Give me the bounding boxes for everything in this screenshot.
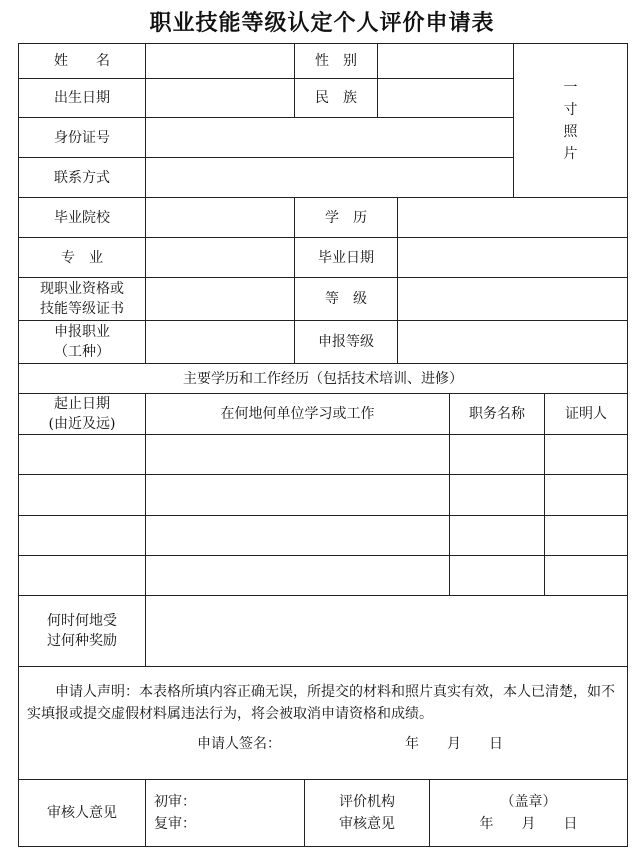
education-field[interactable]: [397, 197, 628, 238]
school-field[interactable]: [145, 197, 295, 238]
school-label: 毕业院校: [18, 197, 146, 238]
org-opinion-label: 评价机构 审核意见: [304, 779, 430, 847]
history-row-3-position[interactable]: [449, 515, 545, 556]
photo-char-3: 照: [563, 123, 578, 140]
apply-level-field[interactable]: [397, 320, 628, 364]
history-row-1-place[interactable]: [145, 434, 450, 475]
apply-occupation-label: 申报职业 （工种）: [18, 320, 146, 364]
name-field[interactable]: [145, 43, 295, 79]
history-row-4-place[interactable]: [145, 555, 450, 596]
history-row-1-dates[interactable]: [18, 434, 146, 475]
contact-label: 联系方式: [18, 157, 146, 198]
current-cert-label: 现职业资格或 技能等级证书: [18, 277, 146, 321]
birth-date-field[interactable]: [145, 78, 295, 118]
history-row-3-witness[interactable]: [544, 515, 628, 556]
history-row-3-place[interactable]: [145, 515, 450, 556]
reviewer-opinion-field[interactable]: [145, 779, 305, 847]
birth-date-label: 出生日期: [18, 78, 146, 118]
signature-label: 申请人签名：: [197, 736, 281, 752]
history-header-witness: 证明人: [544, 393, 628, 435]
education-label: 学 历: [294, 197, 398, 238]
ethnicity-field[interactable]: [377, 78, 514, 118]
ethnicity-label: 民 族: [294, 78, 378, 118]
apply-occupation-field[interactable]: [145, 320, 295, 364]
grade-label: 等 级: [294, 277, 398, 321]
gender-field[interactable]: [377, 43, 514, 79]
seal-label: （盖章）: [500, 794, 557, 810]
history-header-place: 在何地何单位学习或工作: [145, 393, 450, 435]
history-row-2-position[interactable]: [449, 474, 545, 516]
history-row-4-position[interactable]: [449, 555, 545, 596]
history-row-2-dates[interactable]: [18, 474, 146, 516]
history-row-4-dates[interactable]: [18, 555, 146, 596]
second-review-label: 复审：: [154, 816, 196, 832]
org-review-date: 年 月 日: [479, 816, 578, 832]
grad-date-field[interactable]: [397, 237, 628, 278]
photo-char-1: 一: [563, 79, 578, 96]
first-review-label: 初审：: [154, 794, 196, 810]
id-number-label: 身份证号: [18, 117, 146, 158]
awards-label: 何时何地受 过何种奖励: [18, 595, 146, 667]
id-number-field[interactable]: [145, 117, 514, 158]
history-row-3-dates[interactable]: [18, 515, 146, 556]
history-row-4-witness[interactable]: [544, 555, 628, 596]
contact-field[interactable]: [145, 157, 514, 198]
history-row-1-witness[interactable]: [544, 434, 628, 475]
name-label: 姓 名: [18, 43, 146, 79]
history-section-title: 主要学历和工作经历（包括技术培训、进修）: [18, 363, 628, 394]
history-row-2-place[interactable]: [145, 474, 450, 516]
grade-field[interactable]: [397, 277, 628, 321]
history-header-position: 职务名称: [449, 393, 545, 435]
gender-label: 性 别: [294, 43, 378, 79]
history-row-2-witness[interactable]: [544, 474, 628, 516]
form-title: 职业技能等级认定个人评价申请表: [149, 10, 495, 36]
declaration-box: [18, 666, 628, 780]
declaration-date: 年 月 日: [405, 736, 503, 752]
major-field[interactable]: [145, 237, 295, 278]
declaration-text: 申请人声明：本表格所填内容正确无误，所提交的材料和照片真实有效，本人已清楚，如不实填报或提交虚假材料属违法行为，将会被取消申请资格和成绩。: [27, 684, 615, 722]
reviewer-opinion-label: 审核人意见: [18, 779, 146, 847]
photo-char-4: 片: [563, 145, 578, 162]
photo-box[interactable]: [513, 43, 628, 198]
grad-date-label: 毕业日期: [294, 237, 398, 278]
history-header-dates: 起止日期 (由近及远): [18, 393, 146, 435]
awards-field[interactable]: [145, 595, 628, 667]
photo-char-2: 寸: [563, 101, 578, 118]
major-label: 专 业: [18, 237, 146, 278]
current-cert-field[interactable]: [145, 277, 295, 321]
history-row-1-position[interactable]: [449, 434, 545, 475]
org-opinion-field[interactable]: [429, 779, 628, 847]
apply-level-label: 申报等级: [294, 320, 398, 364]
